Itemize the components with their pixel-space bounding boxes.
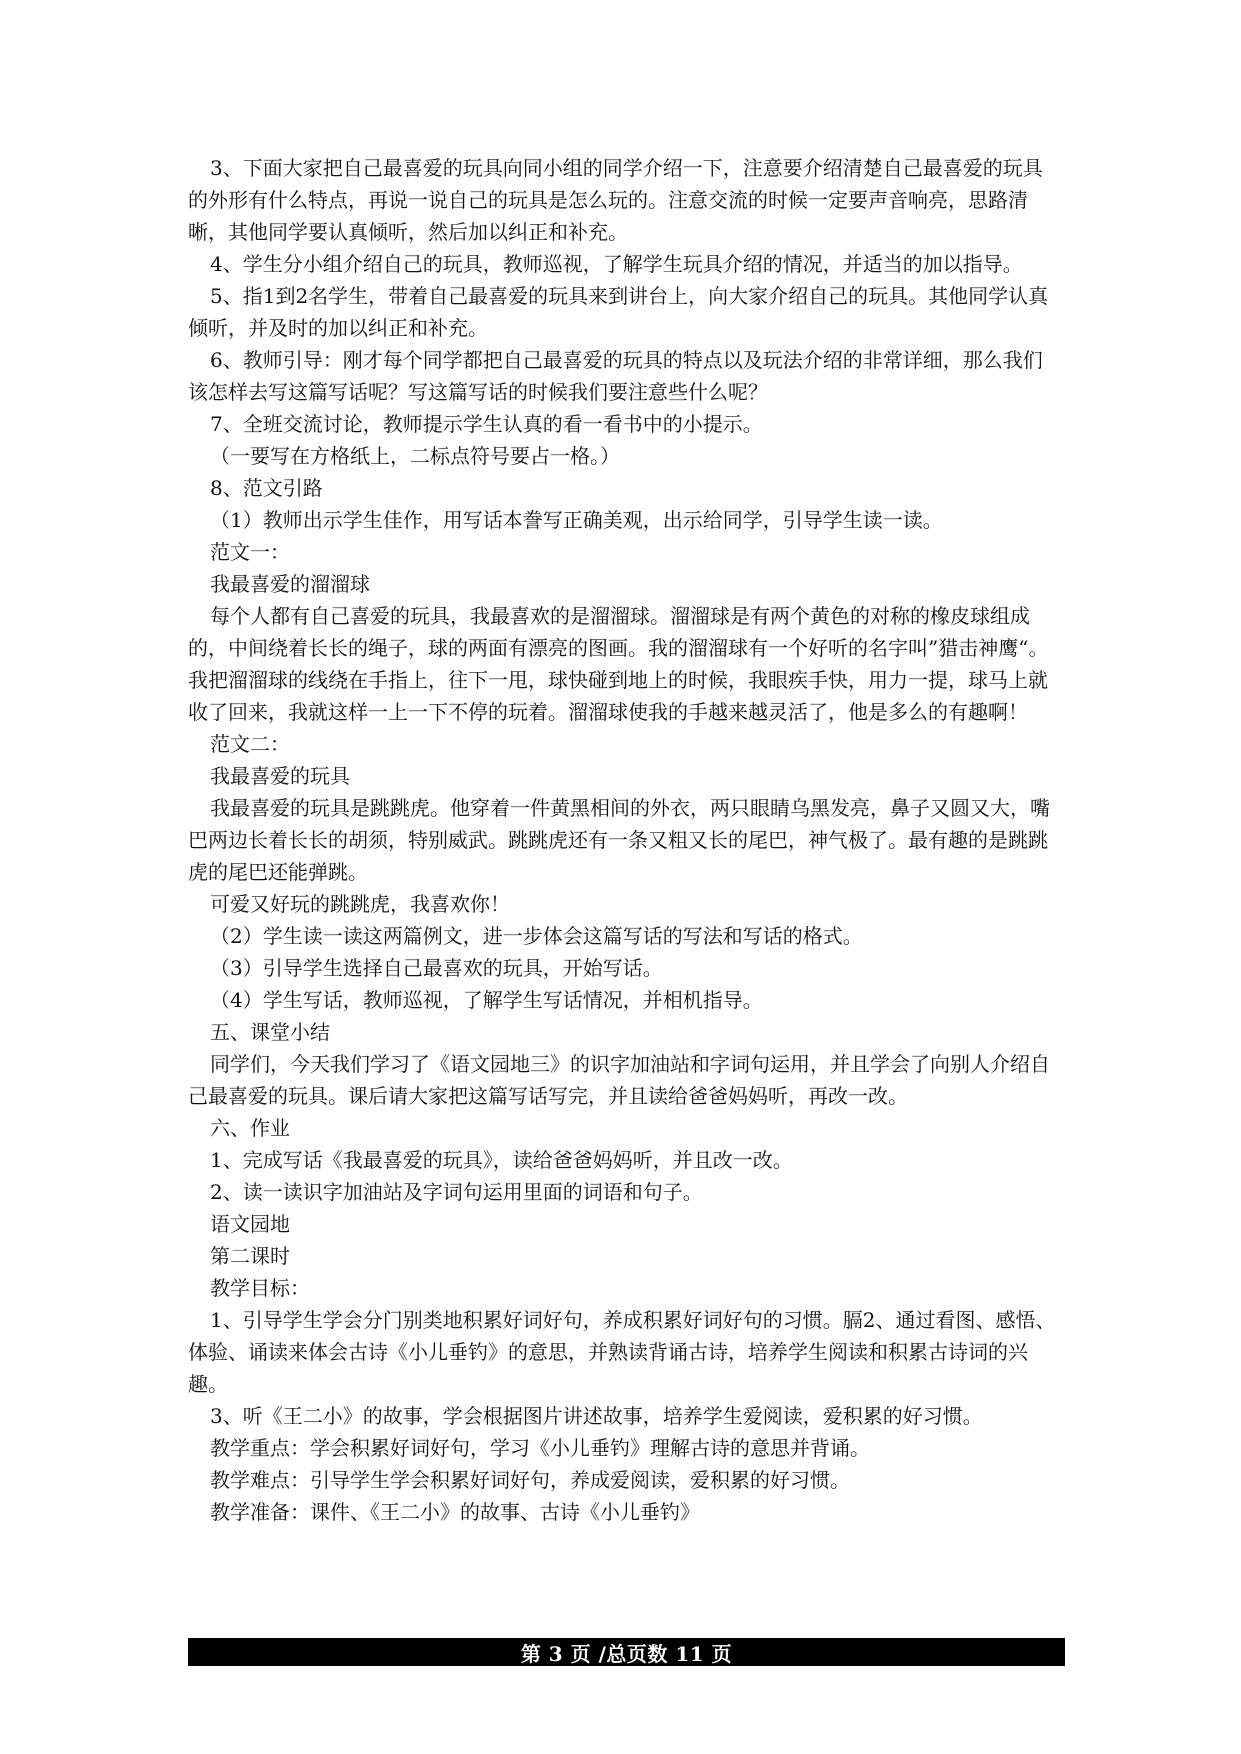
paragraph: 每个人都有自己喜爱的玩具，我最喜欢的是溜溜球。溜溜球是有两个黄色的对称的橡皮球组成的，中间绕着长长的绳子，球的两面有漂亮的图画。我的溜溜球有一个好听的名字叫”猎击神鹰“。我把溜溜球的线绕在手指上，往下一甩，球快碰到地上的时候，我眼疾手快，用力一提，球马上就收了回来，我就这样一上一下不停的玩着。溜溜球使我的手越来越灵活了，他是多么的有趣啊！	[188, 604, 1049, 724]
paragraph: （一要写在方格纸上，二标点符号要占一格。）	[210, 444, 620, 468]
paragraph: 5、指1到2名学生，带着自己最喜爱的玩具来到讲台上，向大家介绍自己的玩具。其他同学认真倾听，并及时的加以纠正和补充。	[188, 284, 1049, 340]
paragraph: （4）学生写话，教师巡视，了解学生写话情况，并相机指导。	[210, 988, 763, 1012]
paragraph: 五、课堂小结	[210, 1020, 330, 1044]
paragraph: 教学难点：引导学生学会积累好词好句，养成爱阅读，爱积累的好习惯。	[210, 1468, 850, 1492]
paragraph: 3、听《王二小》的故事，学会根据图片讲述故事，培养学生爱阅读，爱积累的好习惯。	[210, 1404, 983, 1428]
paragraph: 教学目标：	[210, 1276, 310, 1300]
paragraph: 范文一：	[210, 540, 290, 564]
paragraph: 范文二：	[210, 732, 290, 756]
paragraph: 教学重点：学会积累好词好句，学习《小儿垂钓》理解古诗的意思并背诵。	[210, 1436, 870, 1460]
paragraph: 3、下面大家把自己最喜爱的玩具向同小组的同学介绍一下，注意要介绍清楚自己最喜爱的玩具的外形有什么特点，再说一说自己的玩具是怎么玩的。注意交流的时候一定要声音响亮，思路清晰，其他同学要认真倾听，然后加以纠正和补充。	[188, 156, 1043, 244]
paragraph: 我最喜爱的玩具	[210, 764, 350, 788]
paragraph: （2）学生读一读这两篇例文，进一步体会这篇写话的写法和写话的格式。	[210, 924, 863, 948]
paragraph: 6、教师引导：刚才每个同学都把自己最喜爱的玩具的特点以及玩法介绍的非常详细，那么我们该怎样去写这篇写话呢？写这篇写话的时候我们要注意些什么呢？	[188, 348, 1043, 404]
paragraph: 1、引导学生学会分门别类地积累好词好句，养成积累好词好句的习惯。膈2、通过看图、感悟、体验、诵读来体会古诗《小儿垂钓》的意思，并熟读背诵古诗，培养学生阅读和积累古诗词的兴趣。	[188, 1308, 1056, 1396]
paragraph: 语文园地	[210, 1212, 290, 1236]
paragraph: 8、范文引路	[210, 476, 323, 500]
paragraph: 六、作业	[210, 1116, 290, 1140]
page-number: 第 3 页 /总页数 11 页	[520, 1641, 733, 1666]
page-footer	[188, 1638, 1065, 1666]
paragraph: 我最喜爱的玩具是跳跳虎。他穿着一件黄黑相间的外衣，两只眼睛乌黑发亮，鼻子又圆又大，嘴巴两边长着长长的胡须，特别威武。跳跳虎还有一条又粗又长的尾巴，神气极了。最有趣的是跳跳虎的尾巴还能弹跳。	[188, 796, 1050, 884]
paragraph: 同学们，今天我们学习了《语文园地三》的识字加油站和字词句运用，并且学会了向别人介绍自己最喜爱的玩具。课后请大家把这篇写话写完，并且读给爸爸妈妈听，再改一改。	[188, 1052, 1050, 1108]
paragraph: 我最喜爱的溜溜球	[210, 572, 370, 596]
paragraph: 7、全班交流讨论，教师提示学生认真的看一看书中的小提示。	[210, 412, 763, 436]
paragraph: 第二课时	[210, 1244, 290, 1268]
paragraph: 2、读一读识字加油站及字词句运用里面的词语和句子。	[210, 1180, 703, 1204]
paragraph: （3）引导学生选择自己最喜欢的玩具，开始写话。	[210, 956, 663, 980]
paragraph: 4、学生分小组介绍自己的玩具，教师巡视，了解学生玩具介绍的情况，并适当的加以指导。	[210, 252, 1023, 276]
document-body	[188, 152, 1062, 1528]
paragraph: 教学准备：课件、《王二小》的故事、古诗《小儿垂钓》	[210, 1500, 700, 1524]
paragraph: 1、完成写话《我最喜爱的玩具》，读给爸爸妈妈听，并且改一改。	[210, 1148, 793, 1172]
paragraph: 可爱又好玩的跳跳虎，我喜欢你！	[210, 892, 510, 916]
paragraph: （1）教师出示学生佳作，用写话本誊写正确美观，出示给同学，引导学生读一读。	[210, 508, 943, 532]
